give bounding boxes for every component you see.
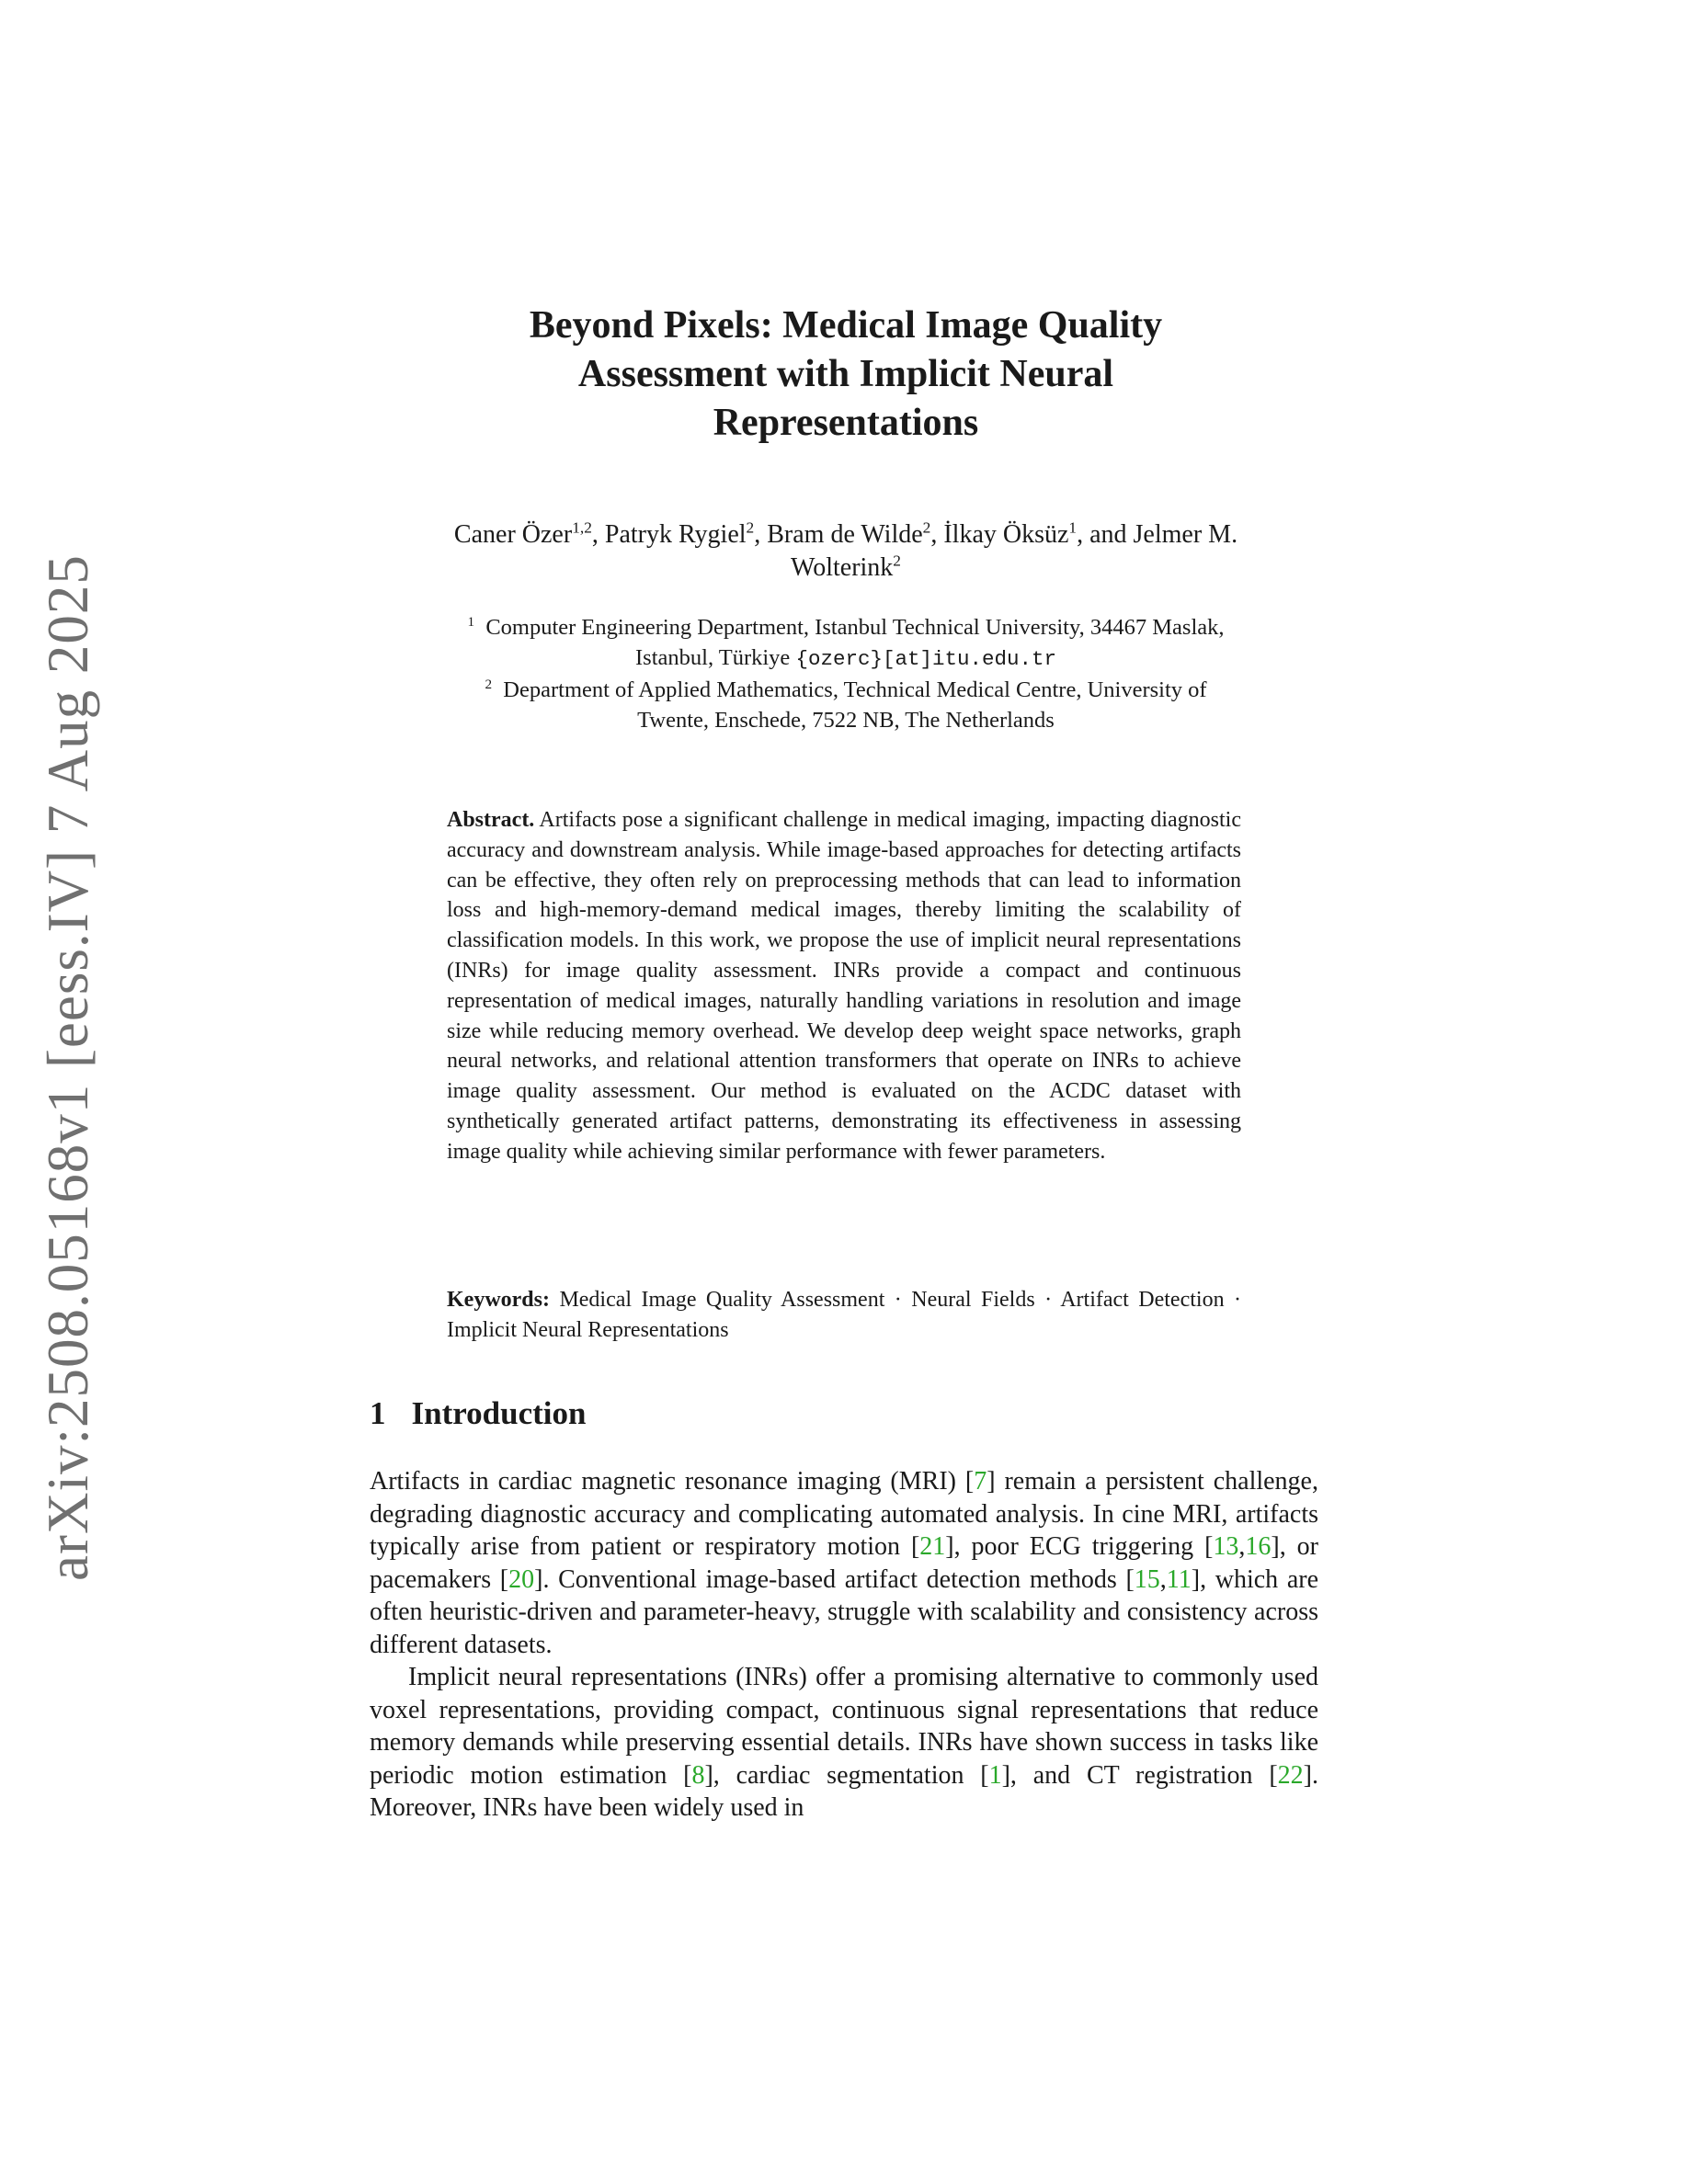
keywords — [447, 1285, 1241, 1346]
bracket: [ — [499, 1564, 509, 1594]
citation-link[interactable]: 11 — [1166, 1564, 1192, 1594]
citation-link[interactable]: 20 — [508, 1564, 535, 1594]
text-run: ]. Conventional image-based artifact detection methods — [534, 1564, 1126, 1594]
paragraph — [370, 1661, 1318, 1825]
abstract-text: Artifacts pose a significant challenge in medical imaging, impacting diagnostic accuracy and downstream analysis. While image-based approaches for detecting artifacts can be effective, they often rely on preprocessing methods that can lead to information loss and high-memory-demand medical images, thereby limiting the scalability of classification models. In this work, we propose the use of implicit neural representations (INRs) for image quality assessment. INRs provide a compact and continuous representation of medical images, naturally handling variations in resolution and image size while reducing memory overhead. We develop deep weight space networks, graph neural networks, and relational attention transformers that operate on INRs to achieve image quality assessment. Our method is evaluated on the ACDC dataset with synthetically generated artifact patterns, demonstrating its effectiveness in assessing image quality while achieving similar performance with fewer parameters. — [447, 808, 1241, 1164]
affiliations — [363, 612, 1329, 735]
keywords-text: Medical Image Quality Assessment · Neural Fields · Artifact Detection · Implicit Neural Representations — [447, 1288, 1242, 1342]
citation-link[interactable]: 1 — [988, 1760, 1002, 1790]
citation-link[interactable]: 7 — [974, 1467, 987, 1496]
affiliation-2-line-1: Department of Applied Mathematics, Technical Medical Centre, University of — [503, 677, 1207, 702]
comma: , — [1238, 1532, 1246, 1561]
keywords-label: Keywords: — [447, 1288, 550, 1312]
author-name: Caner Özer — [453, 520, 573, 549]
bracket: [ — [683, 1760, 692, 1790]
author-name-part: Wolterink — [791, 553, 894, 582]
affiliation-2 — [363, 675, 1329, 705]
text-run: ], cardiac segmentation — [704, 1760, 981, 1790]
author-affiliation-mark: 2 — [922, 518, 931, 537]
bracket: [ — [1269, 1760, 1278, 1790]
author-email: {ozerc}[at]itu.edu.tr — [795, 647, 1056, 671]
affiliation-2-line-2: Twente, Enschede, 7522 NB, The Netherlands — [637, 708, 1055, 733]
affiliation-1-line-1: Computer Engineering Department, Istanbul Technical University, 34467 Maslak, — [485, 615, 1225, 640]
title-line-1: Beyond Pixels: Medical Image Quality — [529, 304, 1163, 347]
author-affiliation-mark: 1,2 — [572, 518, 592, 537]
paper-title — [386, 301, 1306, 448]
text-run: ], which are often heuristic-driven and parameter-heavy, struggle with scalability and consistency across different datasets. — [370, 1564, 1318, 1659]
author-affiliation-mark: 1 — [1068, 518, 1078, 537]
author-name: İlkay Öksüz — [943, 520, 1069, 549]
author-affiliation-mark: 2 — [746, 518, 755, 537]
text-run: Artifacts in cardiac magnetic resonance imaging (MRI) — [370, 1467, 965, 1496]
paragraph — [370, 1465, 1318, 1661]
affiliation-mark: 1 — [467, 613, 475, 630]
text-run: ], or pacemakers — [370, 1532, 1319, 1594]
citation-link[interactable]: 13 — [1213, 1532, 1239, 1561]
section-number: 1 — [370, 1395, 386, 1431]
author-affiliation-mark: 2 — [893, 552, 901, 570]
introduction-body — [370, 1465, 1318, 1825]
comma: , — [1159, 1564, 1167, 1594]
citation-link[interactable]: 16 — [1245, 1532, 1272, 1561]
text-run: Implicit neural representations (INRs) offer a promising alternative to commonly used voxel representations, providing compact, continuous signal representations that reduce memory demands while preserving essential details. INRs have shown success in tasks like periodic motion estimation — [370, 1663, 1318, 1790]
citation-link[interactable]: 22 — [1277, 1760, 1304, 1790]
author-name: Bram de Wilde — [767, 520, 923, 549]
citation-link[interactable]: 8 — [691, 1760, 705, 1790]
affiliation-1 — [363, 612, 1329, 643]
text-run: ], and CT registration — [1001, 1760, 1270, 1790]
arxiv-identifier-stamp: arXiv:2508.05168v1 [eess.IV] 7 Aug 2025 — [36, 554, 100, 1581]
abstract-label: Abstract. — [447, 808, 535, 832]
section-heading-introduction — [370, 1395, 586, 1432]
bracket: [ — [1204, 1532, 1214, 1561]
author-list: Caner Özer$^{1,2}$, Patryk Rygiel$^2$, Bram de Wilde$^2$, İlkay Öksüz$^1$, and Jelmer M. Wolterink$^2$ — [453, 518, 1238, 582]
bracket: [ — [980, 1760, 989, 1790]
text-run: ] remain a persistent challenge, degrading diagnostic accuracy and complicating automated analysis. In cine MRI, artifacts typically arise from patient or respiratory motion — [370, 1467, 1318, 1561]
bracket: [ — [1125, 1564, 1135, 1594]
bracket: [ — [964, 1467, 975, 1496]
text-run: ], poor ECG triggering — [945, 1532, 1205, 1561]
section-title: Introduction — [411, 1395, 587, 1431]
title-line-3: Representations — [713, 402, 979, 444]
bracket: [ — [910, 1532, 920, 1561]
citation-link[interactable]: 21 — [919, 1532, 946, 1561]
affiliation-mark: 2 — [485, 676, 493, 692]
citation-link[interactable]: 15 — [1134, 1564, 1160, 1594]
text-run: ]. Moreover, INRs have been widely used in — [370, 1760, 1318, 1822]
abstract — [447, 805, 1241, 1167]
affiliation-1-line-2: Istanbul, Türkiye — [635, 645, 791, 670]
title-line-2: Assessment with Implicit Neural — [577, 353, 1114, 395]
author-name: Patryk Rygiel — [604, 520, 747, 549]
author-name-part: and Jelmer M. — [1089, 520, 1238, 549]
